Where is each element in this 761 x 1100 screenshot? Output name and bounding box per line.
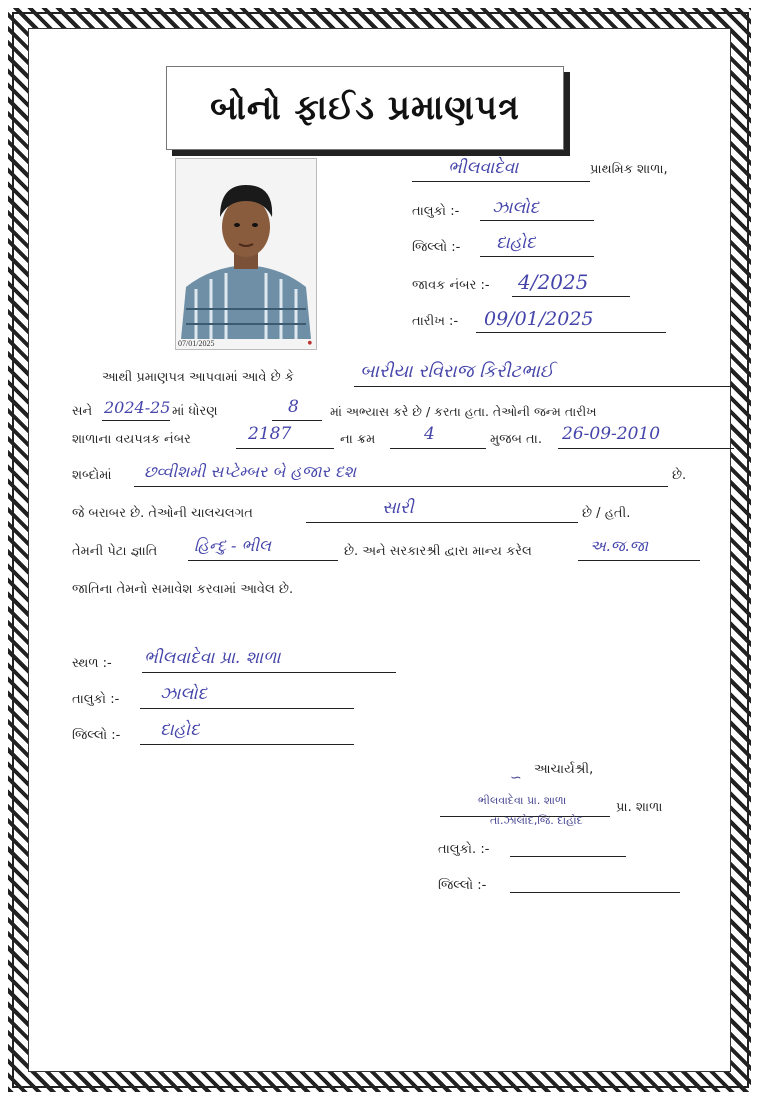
footer-taluka-value: ઝાલોદ [160,684,207,704]
body-line1-prefix: આથી પ્રમાણપત્ર આપવામાં આવે છે કે [102,370,294,385]
serial-value: 4 [424,424,435,444]
footer-district-value: દાહોદ [160,720,200,740]
standard-value: 8 [288,397,299,417]
birth-date: 26-09-2010 [562,424,661,444]
birth-date-words: છવ્વીશમી સપ્ટેમ્બર બે હજાર દશ [144,462,357,481]
register-no: 2187 [248,424,292,444]
subcaste-value: હિન્દુ - ભીલ [194,536,272,555]
body-line5-prefix: જે બરાબર છે. તેઓની ચાલચલગત [72,506,253,521]
body-line3-prefix: શાળાના વયપત્રક નંબર [72,432,191,447]
conduct-value: સારી [382,498,414,518]
student-portrait-icon [176,159,316,349]
district-value: દાહોદ [496,233,536,253]
place-label: સ્થળ :- [72,656,112,671]
title-box [166,66,564,150]
stamp-line2: તા.ઝાલોદ,જિ. દાહોદ [490,814,583,827]
footer-right-taluka-underline [510,842,626,857]
stamp-line1: ભીલવાદેવા પ્રા. શાળા [478,794,567,807]
principal-label: આચાર્યશ્રી, [534,762,594,777]
footer-right-district-label: જિલ્લો :- [438,878,487,893]
year-value: 2024-25 [104,398,171,417]
body-line5-suffix: છે / હતી. [582,506,631,521]
certificate-title: બોનો ફાઈડ પ્રમાણપત્ર [210,88,520,128]
footer-taluka-label: તાલુકો :- [72,692,120,707]
footer-right-taluka-label: તાલુકો. :- [438,842,490,857]
body-line6-mid: છે. અને સરકારશ્રી દ્વારા માન્ય કરેલ [344,544,532,559]
school-suffix-right: પ્રા. શાળા [616,800,663,815]
category-value: અ.જ.જા [590,537,649,555]
photo-studio-stamp-icon: ● [307,340,312,346]
place-value: ભીલવાદેવા પ્રા. શાળા [144,648,281,668]
body-line6-prefix: તેમની પેટા જ્ઞાતિ [72,544,158,559]
district-label: જિલ્લો :- [412,240,461,255]
serial-underline [390,432,486,449]
photo-date: 07/01/2025 [178,339,215,348]
body-line7: જાતિના તેમનો સમાવેશ કરવામાં આવેલ છે. [72,582,294,597]
school-name-handwritten: ભીલવાદેવા [448,158,519,178]
date-value: 09/01/2025 [484,308,594,330]
date-label: તારીખ :- [412,314,459,329]
body-line3-mid2: મુજબ તા. [490,432,542,447]
student-name: બારીયા રવિરાજ કિરીટભાઈ [360,361,554,382]
school-suffix: પ્રાથમિક શાળા, [590,162,668,177]
signature-icon: ∽ [510,770,522,786]
taluka-value: ઝાલોદ [492,198,539,218]
conduct-underline [306,506,578,523]
footer-district-label: જિલ્લો :- [72,728,121,743]
body-line4-suffix: છે. [672,468,687,483]
body-line2-mid: માં ધોરણ [172,404,218,419]
outward-label: જાવક નંબર :- [412,278,490,293]
footer-right-district-underline [510,878,680,893]
body-line4-prefix: શબ્દોમાં [72,468,112,483]
body-line2-prefix: સને [72,404,93,419]
student-photo [175,158,317,350]
outward-value: 4/2025 [518,270,589,294]
body-line3-mid: ના ક્રમ [340,432,376,447]
body-line2-suffix: માં અભ્યાસ કરે છે / કરતા હતા. તેઓની જન્મ તારીખ [330,404,597,419]
taluka-label: તાલુકો :- [412,204,460,219]
